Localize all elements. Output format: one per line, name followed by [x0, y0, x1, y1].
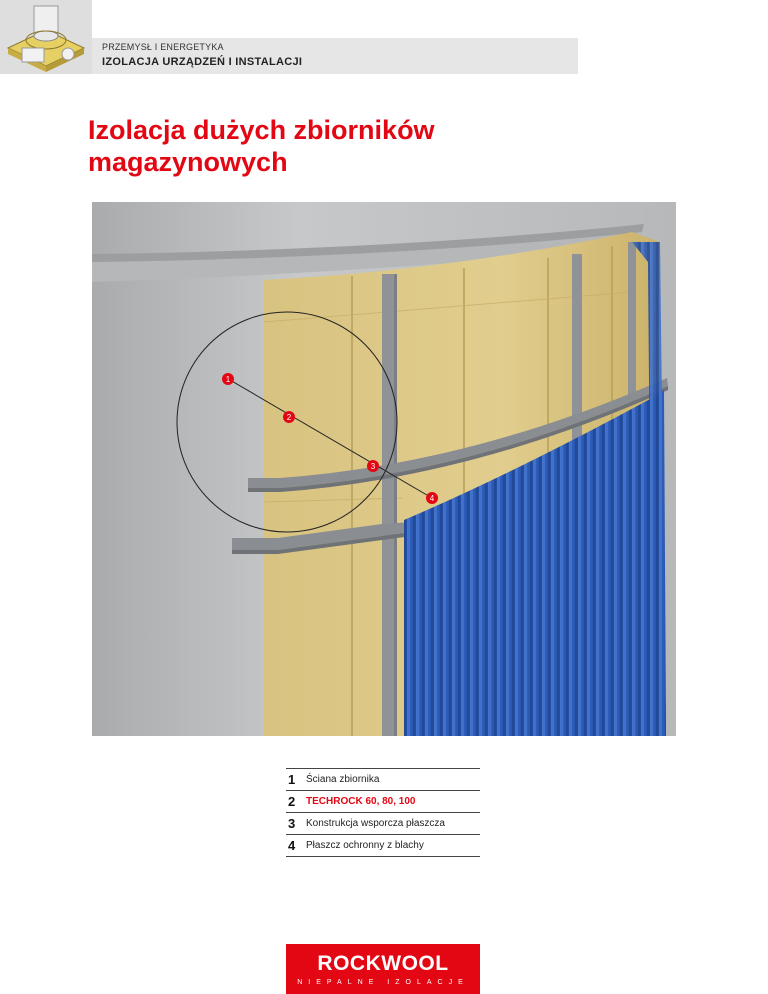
header-category: PRZEMYSŁ I ENERGETYKA: [102, 42, 224, 52]
page-title-line-1: Izolacja dużych zbiorników: [88, 115, 435, 145]
tank-insulation-illustration: [92, 202, 676, 736]
legend-number: 4: [288, 838, 296, 853]
logo-brand: ROCKWOOL: [317, 952, 449, 975]
callout-1: [222, 373, 234, 385]
page-title: [88, 114, 588, 178]
page-title-line-2: magazynowych: [88, 147, 288, 177]
insulated-duct-icon: [0, 0, 92, 74]
svg-text:2: 2: [286, 413, 292, 422]
svg-text:4: 4: [429, 494, 435, 503]
callout-3: [367, 460, 379, 472]
legend-item: [286, 813, 480, 835]
logo-tagline: NIEPALNE IZOLACJE: [297, 979, 469, 986]
legend-label: Płaszcz ochronny z blachy: [306, 840, 424, 851]
callout-4: [426, 492, 438, 504]
legend-item: [286, 835, 480, 857]
legend-label: Konstrukcja wsporcza płaszcza: [306, 818, 445, 829]
header-section: IZOLACJA URZĄDZEŃ I INSTALACJI: [102, 56, 303, 68]
legend-label: Ściana zbiornika: [306, 774, 380, 785]
header-thumbnail: [0, 0, 92, 74]
legend-number: 3: [288, 816, 296, 831]
legend-label: TECHROCK 60, 80, 100: [306, 796, 416, 807]
callout-2: [283, 411, 295, 423]
rockwool-logo: [286, 944, 480, 994]
header-band: [92, 38, 578, 74]
legend-number: 2: [288, 794, 296, 809]
legend-item: [286, 791, 480, 813]
svg-text:3: 3: [370, 462, 376, 471]
legend: [286, 768, 480, 857]
svg-text:1: 1: [225, 375, 231, 384]
legend-number: 1: [288, 772, 296, 787]
legend-item: [286, 769, 480, 791]
